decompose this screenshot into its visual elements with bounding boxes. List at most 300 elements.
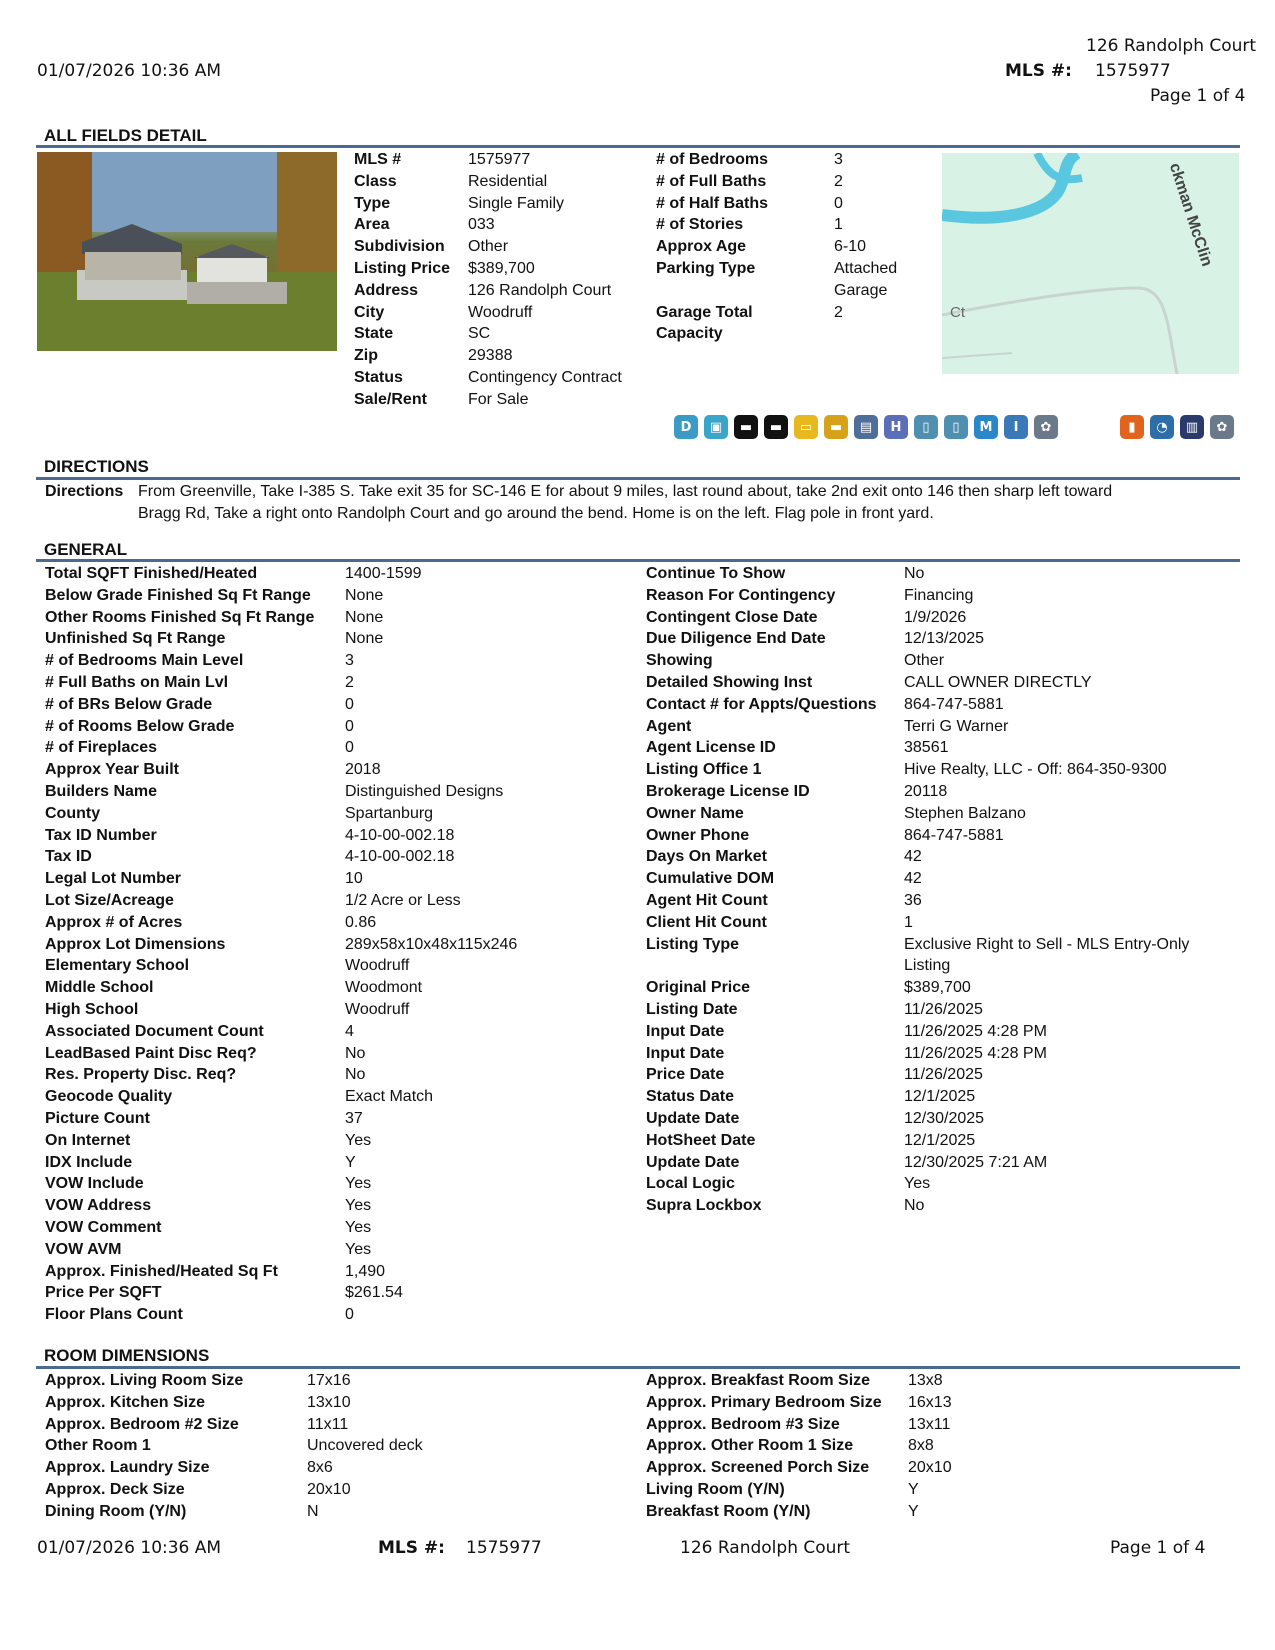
field-value: 1575977 (468, 151, 531, 168)
field-label: Approx # of Acres (45, 913, 183, 931)
field-label: County (45, 804, 101, 822)
field-value: 4-10-00-002.18 (345, 826, 455, 844)
field-value: 42 (904, 848, 922, 866)
field-value: 20x10 (908, 1459, 952, 1477)
field-value: 2 (834, 303, 843, 321)
summary-row (354, 345, 654, 367)
room-row (45, 1392, 625, 1414)
field-value: No (345, 1066, 366, 1084)
field-value: 1/2 Acre or Less (345, 891, 461, 909)
field-value: 0 (345, 717, 354, 735)
field-label: Approx. Deck Size (45, 1480, 185, 1498)
general-row (45, 890, 625, 912)
field-label: Garage Total (656, 303, 753, 321)
general-row (646, 825, 1240, 847)
field-label: Breakfast Room (Y/N) (646, 1502, 811, 1520)
field-value: 3 (345, 652, 354, 670)
field-label: Update Date (646, 1153, 740, 1171)
field-label: Associated Document Count (45, 1022, 264, 1040)
general-row (646, 672, 1240, 694)
field-value: 12/1/2025 (904, 1088, 976, 1106)
feature-icon[interactable]: ▥ (1180, 415, 1204, 439)
field-value: Y (908, 1502, 919, 1520)
general-row (646, 650, 1240, 672)
feature-icon[interactable]: ▬ (824, 415, 848, 439)
general-row (45, 825, 625, 847)
general-row (45, 1217, 625, 1239)
section-rule (36, 145, 1240, 148)
field-value: Other (468, 238, 509, 256)
footer-mls-label: MLS #: (378, 1538, 445, 1558)
general-row (45, 1152, 625, 1174)
field-value: Financing (904, 586, 974, 604)
field-value: 13x8 (908, 1372, 943, 1389)
field-value: 0 (345, 1306, 354, 1324)
general-row (45, 934, 625, 956)
field-value: Y (908, 1480, 919, 1498)
field-value: Yes (345, 1197, 372, 1215)
general-row (646, 890, 1240, 912)
field-value: 4-10-00-002.18 (345, 848, 455, 866)
field-value: 12/30/2025 7:21 AM (904, 1153, 1048, 1171)
field-label: Status Date (646, 1088, 735, 1106)
field-label: Approx. Kitchen Size (45, 1393, 206, 1411)
field-label: Geocode Quality (45, 1088, 173, 1106)
summary-row (354, 149, 654, 171)
field-value: 289x58x10x48x115x246 (345, 935, 518, 953)
feature-icon[interactable]: ✿ (1210, 415, 1234, 439)
general-row (45, 1282, 625, 1304)
field-label: # Full Baths on Main Lvl (45, 673, 229, 691)
location-map[interactable] (942, 153, 1239, 374)
feature-icon[interactable]: ▯ (944, 415, 968, 439)
field-value: 42 (904, 870, 922, 888)
footer-page: Page 1 of 4 (1110, 1538, 1206, 1558)
footer-address: 126 Randolph Court (680, 1538, 851, 1558)
field-value: 3 (834, 151, 843, 168)
field-value: 0.86 (345, 913, 377, 931)
field-value: Stephen Balzano (904, 804, 1026, 822)
header-page: Page 1 of 4 (1150, 86, 1246, 106)
field-label: Agent License ID (646, 739, 776, 757)
field-label: Zip (354, 347, 378, 365)
general-row (646, 1043, 1240, 1065)
general-row (646, 803, 1240, 825)
field-value: Contingency Contract (468, 368, 622, 386)
general-row (45, 999, 625, 1021)
general-row (646, 955, 1240, 977)
field-value: No (345, 1044, 366, 1062)
field-label: Subdivision (354, 238, 445, 256)
field-value: Residential (468, 172, 548, 190)
rooms-left-list (45, 1370, 625, 1523)
feature-icon[interactable]: ▮ (1120, 415, 1144, 439)
field-value: Woodruff (468, 303, 533, 321)
field-label: # of Stories (656, 216, 744, 234)
general-row (646, 585, 1240, 607)
feature-icon[interactable]: ▭ (794, 415, 818, 439)
general-row (646, 607, 1240, 629)
footer-datetime: 01/07/2026 10:36 AM (37, 1538, 222, 1558)
field-label: Approx. Screened Porch Size (646, 1459, 870, 1477)
field-label: Tax ID (45, 848, 92, 866)
general-row (646, 1130, 1240, 1152)
room-row (646, 1501, 1240, 1523)
field-value: 1/9/2026 (904, 608, 967, 626)
tool-icon-bar (1120, 415, 1234, 439)
field-value: 0 (345, 695, 354, 713)
field-label: Middle School (45, 979, 154, 997)
summary-row (354, 236, 654, 258)
general-row (45, 1261, 625, 1283)
directions-line-2: Bragg Rd, Take a right onto Randolph Court and go around the bend. Home is on the left. Flag pole in front yard. (138, 505, 934, 522)
field-value: 1 (834, 216, 843, 234)
field-label: VOW Include (45, 1175, 144, 1193)
general-row (45, 1108, 625, 1130)
general-row (646, 999, 1240, 1021)
field-label: Dining Room (Y/N) (45, 1502, 187, 1520)
field-value: Single Family (468, 194, 565, 212)
field-value: Listing (904, 957, 951, 975)
field-label: Class (354, 172, 397, 190)
field-value: Spartanburg (345, 804, 434, 822)
field-label: Elementary School (45, 957, 190, 975)
summary-row (656, 323, 916, 345)
field-value: For Sale (468, 390, 529, 408)
field-value: 10 (345, 870, 363, 888)
map-ct-label: Ct (950, 304, 965, 321)
general-row (45, 737, 625, 759)
field-label: City (354, 303, 385, 321)
summary-row (354, 367, 654, 389)
general-row (646, 934, 1240, 956)
section-title-all-fields: ALL FIELDS DETAIL (44, 126, 207, 145)
field-value: Exact Match (345, 1088, 434, 1106)
field-value: 36 (904, 891, 922, 909)
field-label: Due Diligence End Date (646, 630, 826, 648)
field-label: Input Date (646, 1022, 725, 1040)
feature-icon[interactable]: ▬ (734, 415, 758, 439)
summary-row (354, 214, 654, 236)
field-value: 12/13/2025 (904, 630, 985, 648)
summary-row (354, 302, 654, 324)
summary-row (656, 171, 916, 193)
field-value: 20x10 (307, 1480, 351, 1498)
field-label: Status (354, 368, 403, 386)
room-row (45, 1501, 625, 1523)
directions-label: Directions (45, 483, 124, 500)
field-label: Showing (646, 652, 713, 670)
field-value: No (904, 565, 925, 582)
field-label: # of Half Baths (656, 194, 769, 212)
field-value: Uncovered deck (307, 1437, 423, 1455)
field-value: 29388 (468, 347, 513, 365)
summary-row (656, 302, 916, 324)
summary-row (354, 280, 654, 302)
general-row (45, 672, 625, 694)
header-datetime: 01/07/2026 10:36 AM (37, 61, 222, 81)
general-row (45, 1043, 625, 1065)
room-row (45, 1370, 625, 1392)
field-label: Local Logic (646, 1175, 735, 1193)
directions-line-1: From Greenville, Take I-385 S. Take exit 35 for SC-146 E for about 9 miles, last round about, take 2nd exit onto 146 then sharp left toward (138, 483, 1113, 500)
field-value: 38561 (904, 739, 949, 757)
general-row (646, 694, 1240, 716)
field-value: 033 (468, 216, 495, 234)
field-label: # of BRs Below Grade (45, 695, 213, 713)
field-value: 8x8 (908, 1437, 934, 1455)
summary-row (656, 149, 916, 171)
field-label: Price Per SQFT (45, 1284, 162, 1302)
feature-icon[interactable]: D (674, 415, 698, 439)
summary-row (656, 258, 916, 280)
header-mls-value: 1575977 (1095, 61, 1171, 81)
field-label: Floor Plans Count (45, 1306, 183, 1324)
field-label: Price Date (646, 1066, 725, 1084)
field-value: 864-747-5881 (904, 695, 1004, 713)
field-value: 1400-1599 (345, 565, 422, 582)
general-row (45, 650, 625, 672)
field-value: 0 (345, 739, 354, 757)
field-value: 1 (904, 913, 913, 931)
field-label: Approx. Laundry Size (45, 1459, 210, 1477)
field-label: Sale/Rent (354, 390, 427, 408)
general-row (45, 585, 625, 607)
field-value: 1,490 (345, 1262, 386, 1280)
field-label: Listing Office 1 (646, 761, 762, 779)
header-mls-label: MLS #: (1005, 61, 1072, 81)
house-illustration (37, 152, 337, 351)
field-label: Listing Price (354, 259, 451, 277)
summary-row (656, 236, 916, 258)
field-label: Input Date (646, 1044, 725, 1062)
room-row (45, 1479, 625, 1501)
field-label: Approx. Primary Bedroom Size (646, 1393, 882, 1411)
field-label: Cumulative DOM (646, 870, 775, 888)
general-right-list (646, 563, 1240, 1217)
summary-row (656, 214, 916, 236)
field-value: 4 (345, 1022, 354, 1040)
field-label: Reason For Contingency (646, 586, 836, 604)
field-label: MLS # (354, 151, 402, 168)
general-row (646, 1195, 1240, 1217)
footer-mls-value: 1575977 (466, 1538, 542, 1558)
field-value: None (345, 586, 384, 604)
general-row (45, 1086, 625, 1108)
field-value: Attached (834, 259, 898, 277)
general-row (646, 1086, 1240, 1108)
field-label: Parking Type (656, 259, 756, 277)
field-label: Tax ID Number (45, 826, 157, 844)
field-label: Other Room 1 (45, 1437, 151, 1455)
field-label: Contact # for Appts/Questions (646, 695, 877, 713)
field-label: Approx. Other Room 1 Size (646, 1437, 854, 1455)
field-value: 2 (834, 172, 843, 190)
field-label: On Internet (45, 1131, 131, 1149)
field-label: Res. Property Disc. Req? (45, 1066, 237, 1084)
field-value: 11/26/2025 4:28 PM (904, 1022, 1047, 1040)
feature-icon-bar (674, 415, 1058, 439)
general-row (45, 1195, 625, 1217)
summary-right-list (656, 149, 916, 345)
field-value: Other (904, 652, 945, 670)
field-label: Address (354, 281, 419, 299)
general-row (646, 628, 1240, 650)
summary-row (354, 323, 654, 345)
field-label: IDX Include (45, 1153, 133, 1171)
room-row (646, 1457, 1240, 1479)
general-row (646, 846, 1240, 868)
field-value: 37 (345, 1109, 363, 1127)
summary-row (656, 193, 916, 215)
room-row (646, 1435, 1240, 1457)
field-label: Approx. Bedroom #3 Size (646, 1415, 840, 1433)
feature-icon[interactable]: ▣ (704, 415, 728, 439)
field-value: 2018 (345, 761, 381, 779)
room-row (646, 1479, 1240, 1501)
feature-icon[interactable]: ▬ (764, 415, 788, 439)
field-value: 13x11 (908, 1415, 951, 1433)
field-value: N (307, 1502, 319, 1520)
general-row (646, 737, 1240, 759)
field-label: Client Hit Count (646, 913, 767, 931)
field-label: Below Grade Finished Sq Ft Range (45, 586, 311, 604)
field-value: 13x10 (307, 1393, 351, 1411)
field-label: # of Bedrooms (656, 151, 769, 168)
field-label: Unfinished Sq Ft Range (45, 630, 226, 648)
feature-icon[interactable]: ▯ (914, 415, 938, 439)
section-title-general: GENERAL (44, 540, 128, 559)
feature-icon[interactable]: H (884, 415, 908, 439)
field-value: 16x13 (908, 1393, 952, 1411)
field-label: Agent Hit Count (646, 891, 768, 909)
general-row (45, 1064, 625, 1086)
feature-icon[interactable]: I (1004, 415, 1028, 439)
map-illustration (942, 153, 1239, 374)
section-title-directions: DIRECTIONS (44, 457, 149, 476)
field-value: $389,700 (904, 979, 971, 997)
field-label: Total SQFT Finished/Heated (45, 565, 258, 582)
general-row (45, 563, 625, 585)
field-value: Woodruff (345, 957, 410, 975)
field-label: Approx Lot Dimensions (45, 935, 226, 953)
field-value: Distinguished Designs (345, 782, 504, 800)
general-row (45, 694, 625, 716)
field-label: Continue To Show (646, 565, 786, 582)
feature-icon[interactable]: ◔ (1150, 415, 1174, 439)
general-row (45, 716, 625, 738)
field-value: 12/1/2025 (904, 1131, 976, 1149)
general-row (646, 781, 1240, 803)
general-row (45, 1239, 625, 1261)
field-label: Listing Date (646, 1000, 738, 1018)
field-label: Listing Type (646, 935, 740, 953)
field-value: Woodruff (345, 1000, 410, 1018)
summary-row (354, 258, 654, 280)
section-title-rooms: ROOM DIMENSIONS (44, 1346, 210, 1365)
summary-row (354, 193, 654, 215)
field-label: Owner Phone (646, 826, 750, 844)
general-row (45, 912, 625, 934)
field-label: Legal Lot Number (45, 870, 182, 888)
general-row (45, 759, 625, 781)
field-value: 6-10 (834, 238, 867, 256)
general-row (646, 1173, 1240, 1195)
field-label: VOW Address (45, 1197, 152, 1215)
feature-icon[interactable]: ▤ (854, 415, 878, 439)
field-value: Exclusive Right to Sell - MLS Entry-Only (904, 935, 1190, 953)
field-label: High School (45, 1000, 139, 1018)
room-row (646, 1392, 1240, 1414)
general-row (45, 781, 625, 803)
field-value: 11/26/2025 (904, 1066, 983, 1084)
general-row (646, 977, 1240, 999)
field-label: VOW Comment (45, 1218, 162, 1236)
field-label: Days On Market (646, 848, 767, 866)
field-value: Yes (345, 1131, 372, 1149)
field-label: Approx Year Built (45, 761, 179, 779)
field-label: Contingent Close Date (646, 608, 818, 626)
field-label: Other Rooms Finished Sq Ft Range (45, 608, 315, 626)
feature-icon[interactable]: M (974, 415, 998, 439)
general-row (646, 716, 1240, 738)
field-label: LeadBased Paint Disc Req? (45, 1044, 257, 1062)
general-row (45, 607, 625, 629)
general-row (45, 977, 625, 999)
general-row (646, 1064, 1240, 1086)
field-value: Yes (345, 1218, 372, 1236)
general-row (646, 1108, 1240, 1130)
general-row (45, 868, 625, 890)
field-label: Approx Age (656, 238, 747, 256)
field-label: Brokerage License ID (646, 782, 810, 800)
summary-row (354, 171, 654, 193)
field-label: Detailed Showing Inst (646, 673, 813, 691)
general-row (646, 868, 1240, 890)
field-label: # of Fireplaces (45, 739, 158, 757)
field-value: 2 (345, 673, 354, 691)
room-row (45, 1457, 625, 1479)
rooms-right-list (646, 1370, 1240, 1523)
field-value: CALL OWNER DIRECTLY (904, 673, 1092, 691)
section-rule (36, 559, 1240, 562)
field-label: Approx. Breakfast Room Size (646, 1372, 871, 1389)
field-label: Approx. Bedroom #2 Size (45, 1415, 239, 1433)
field-label: Area (354, 216, 390, 234)
summary-left-list (354, 149, 654, 411)
summary-row (354, 389, 654, 411)
section-rule (36, 1366, 1240, 1369)
field-value: Yes (345, 1175, 372, 1193)
general-row (646, 563, 1240, 585)
field-label: # of Bedrooms Main Level (45, 652, 244, 670)
field-label: Owner Name (646, 804, 744, 822)
property-photo[interactable] (37, 152, 337, 351)
field-value: 11/26/2025 (904, 1000, 983, 1018)
field-value: No (904, 1197, 925, 1215)
feature-icon[interactable]: ✿ (1034, 415, 1058, 439)
field-value: None (345, 608, 384, 626)
room-row (646, 1414, 1240, 1436)
field-value: Woodmont (345, 979, 423, 997)
field-label: Approx. Finished/Heated Sq Ft (45, 1262, 278, 1280)
field-value: Yes (904, 1175, 931, 1193)
field-label: Type (354, 194, 391, 212)
field-value: None (345, 630, 384, 648)
field-value: $261.54 (345, 1284, 403, 1302)
general-row (45, 1173, 625, 1195)
field-value: 12/30/2025 (904, 1109, 985, 1127)
